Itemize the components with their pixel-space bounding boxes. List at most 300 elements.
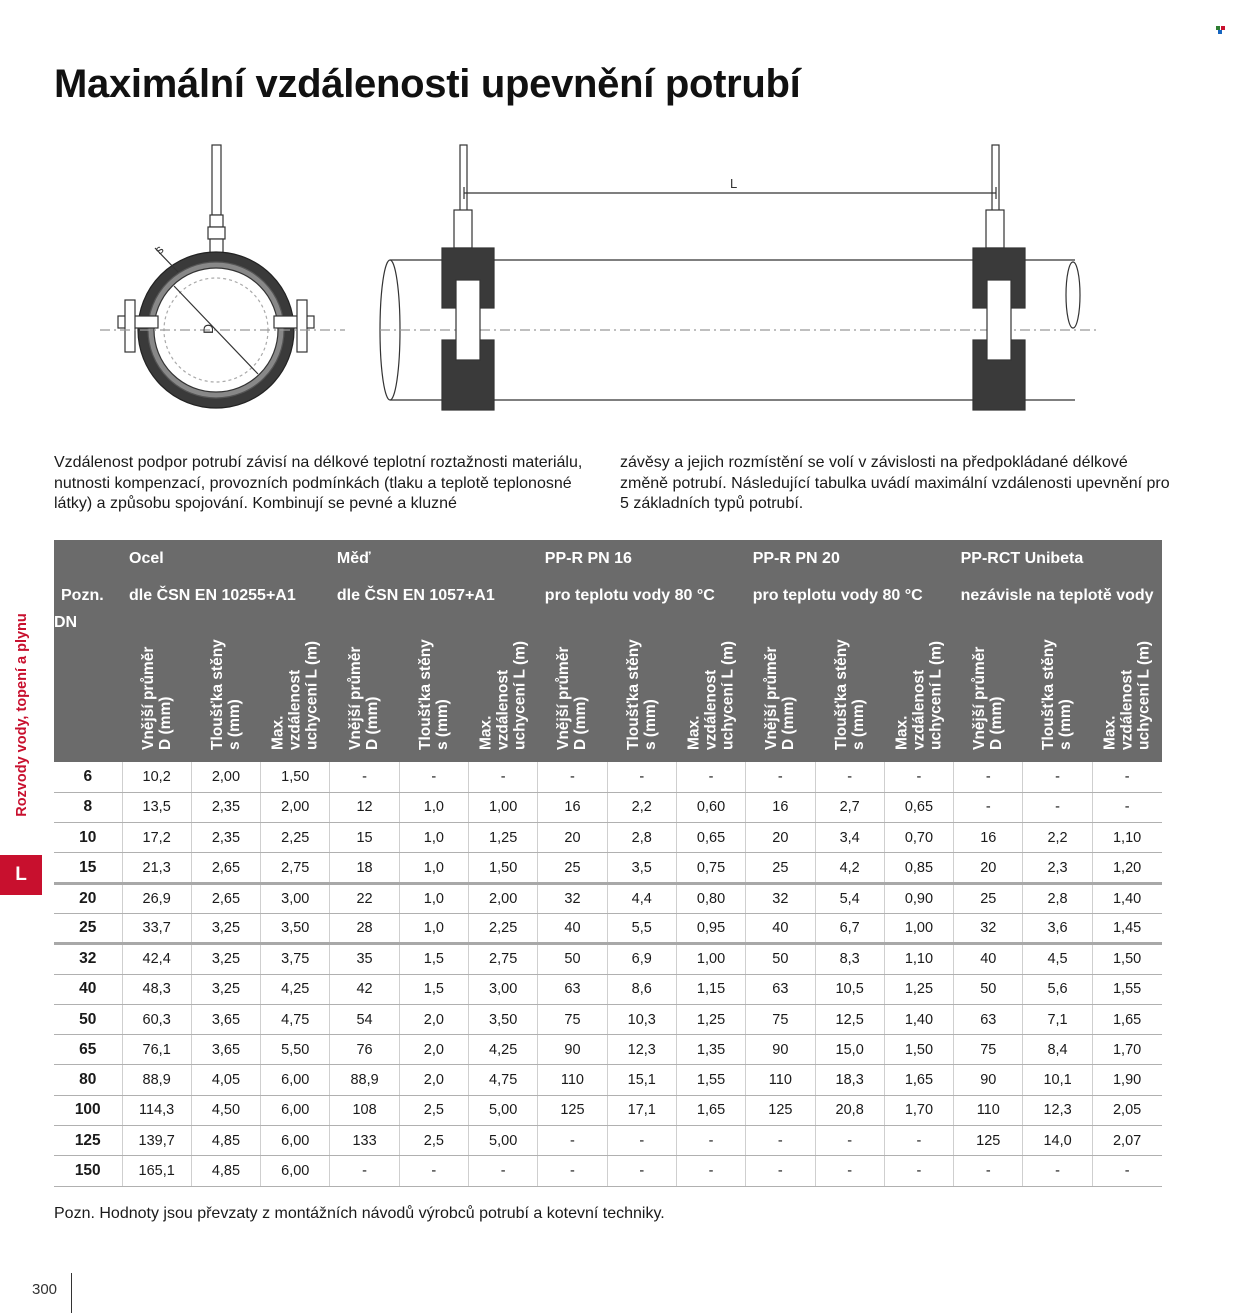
table-cell: 6,7 <box>815 913 884 943</box>
table-cell: 5,00 <box>469 1095 538 1125</box>
table-cell: 75 <box>746 1004 815 1034</box>
table-cell: - <box>607 1126 676 1156</box>
table-row <box>54 853 1162 883</box>
table-cell: 20 <box>954 853 1023 883</box>
table-cell: 1,0 <box>399 853 468 883</box>
column-header <box>1023 614 1092 762</box>
table-cell: 1,25 <box>676 1004 745 1034</box>
dim-l-label: L <box>730 176 738 191</box>
table-cell: - <box>746 1156 815 1186</box>
table-cell: 50 <box>954 974 1023 1004</box>
table-cell: 3,25 <box>191 974 260 1004</box>
column-header <box>191 614 260 762</box>
table-cell: - <box>538 1156 607 1186</box>
table-cell: 63 <box>746 974 815 1004</box>
table-cell: - <box>538 1126 607 1156</box>
column-header-label <box>763 647 797 750</box>
column-header <box>399 614 468 762</box>
table-cell: 3,6 <box>1023 913 1092 943</box>
table-cell: 110 <box>746 1065 815 1095</box>
table-cell: 90 <box>746 1035 815 1065</box>
column-header-label <box>1040 639 1074 750</box>
table-cell: 32 <box>538 883 607 913</box>
table-cell: 40 <box>954 944 1023 974</box>
table-cell: 8,3 <box>815 944 884 974</box>
table-cell: 4,75 <box>261 1004 330 1034</box>
table-cell: 17,2 <box>122 823 191 853</box>
table-row <box>54 792 1162 822</box>
table-cell: 4,85 <box>191 1126 260 1156</box>
table-cell: 125 <box>746 1095 815 1125</box>
table-cell: 139,7 <box>122 1126 191 1156</box>
table-cell: 60,3 <box>122 1004 191 1034</box>
table-cell: 4,85 <box>191 1156 260 1186</box>
page-divider <box>71 1273 72 1313</box>
column-header <box>884 614 953 762</box>
group-name: PP-R PN 16 <box>538 540 746 577</box>
page-title: Maximální vzdálenosti upevnění potrubí <box>54 62 801 106</box>
column-header-line: Vnější průměr <box>139 646 157 750</box>
table-cell: 2,00 <box>469 883 538 913</box>
table-cell: 4,50 <box>191 1095 260 1125</box>
dn-cell: 25 <box>54 913 122 943</box>
section-letter-badge: L <box>0 855 42 895</box>
table-cell: 0,90 <box>884 883 953 913</box>
table-cell: 1,0 <box>399 913 468 943</box>
table-cell: - <box>1092 792 1161 822</box>
column-header-line: Vnější průměr <box>971 646 989 750</box>
table-cell: 18 <box>330 853 399 883</box>
table-cell: 2,75 <box>469 944 538 974</box>
table-cell: 4,4 <box>607 883 676 913</box>
table-cell: 5,5 <box>607 913 676 943</box>
table-cell: - <box>538 762 607 792</box>
table-cell: 5,50 <box>261 1035 330 1065</box>
table-cell: 3,25 <box>191 944 260 974</box>
table-row <box>54 974 1162 1004</box>
table-cell: 2,00 <box>261 792 330 822</box>
table-cell: - <box>399 1156 468 1186</box>
table-cell: 1,25 <box>469 823 538 853</box>
table-cell: - <box>1092 762 1161 792</box>
column-header-line: Vnější průměr <box>763 646 781 750</box>
table-cell: 16 <box>954 823 1023 853</box>
table-row <box>54 1156 1162 1186</box>
table-cell: 15,1 <box>607 1065 676 1095</box>
pipe-clamp-diagram <box>100 140 1100 415</box>
column-header-line: vzdálenost <box>910 669 928 750</box>
table-cell: 1,00 <box>676 944 745 974</box>
table-cell: - <box>469 1156 538 1186</box>
group-norm: dle ČSN EN 1057+A1 <box>330 577 538 614</box>
table-cell: 114,3 <box>122 1095 191 1125</box>
table-cell: - <box>330 762 399 792</box>
column-header <box>746 614 815 762</box>
table-cell: 1,50 <box>1092 944 1161 974</box>
dn-cell: 15 <box>54 853 122 883</box>
pozn-header: Pozn. <box>54 577 122 614</box>
column-header-line: uchycení L (m) <box>303 640 321 750</box>
table-cell: 6,00 <box>261 1065 330 1095</box>
table-row <box>54 883 1162 913</box>
column-header-label <box>893 641 944 750</box>
table-row <box>54 1004 1162 1034</box>
table-cell: 2,35 <box>191 792 260 822</box>
table-cell: 20 <box>538 823 607 853</box>
group-norm: pro teplotu vody 80 °C <box>746 577 954 614</box>
table-cell: - <box>1092 1156 1161 1186</box>
table-cell: 10,5 <box>815 974 884 1004</box>
column-header-label <box>1101 641 1152 750</box>
table-cell: 5,4 <box>815 883 884 913</box>
table-cell: 3,5 <box>607 853 676 883</box>
column-header <box>676 614 745 762</box>
table-cell: 32 <box>746 883 815 913</box>
column-header <box>122 614 191 762</box>
table-cell: 14,0 <box>1023 1126 1092 1156</box>
table-cell: - <box>1023 762 1092 792</box>
table-cell: 0,80 <box>676 883 745 913</box>
table-cell: 1,10 <box>884 944 953 974</box>
column-header <box>815 614 884 762</box>
pipe-side-view <box>380 145 1100 410</box>
page-number: 300 <box>32 1281 58 1298</box>
table-cell: 1,65 <box>676 1095 745 1125</box>
table-cell: 48,3 <box>122 974 191 1004</box>
table-row <box>54 944 1162 974</box>
column-header-line: Tloušťka stěny <box>832 639 850 750</box>
column-header-line: Max. <box>893 715 911 750</box>
column-header-line: s (mm) <box>225 699 243 750</box>
table-cell: 1,0 <box>399 883 468 913</box>
table-cell: - <box>676 1126 745 1156</box>
table-cell: 3,50 <box>469 1004 538 1034</box>
table-cell: 2,5 <box>399 1126 468 1156</box>
column-header <box>954 614 1023 762</box>
group-name: Ocel <box>122 540 330 577</box>
dn-cell: 40 <box>54 974 122 1004</box>
column-header-label <box>478 641 529 750</box>
column-header-line: s (mm) <box>849 699 867 750</box>
column-header-line: uchycení L (m) <box>511 640 529 750</box>
dn-cell: 65 <box>54 1035 122 1065</box>
table-cell: 10,3 <box>607 1004 676 1034</box>
table-cell: 1,40 <box>884 1004 953 1034</box>
column-header-line: Tloušťka stěny <box>208 639 226 750</box>
table-cell: 88,9 <box>330 1065 399 1095</box>
table-cell: 40 <box>746 913 815 943</box>
table-cell: 2,25 <box>261 823 330 853</box>
table-cell: 6,00 <box>261 1126 330 1156</box>
table-cell: 90 <box>954 1065 1023 1095</box>
table-cell: - <box>330 1156 399 1186</box>
table-cell: 4,25 <box>469 1035 538 1065</box>
column-header-line: s (mm) <box>433 699 451 750</box>
table-cell: 21,3 <box>122 853 191 883</box>
table-cell: 1,65 <box>1092 1004 1161 1034</box>
column-header-line: D (mm) <box>156 696 174 750</box>
column-header-line: Max. <box>685 715 703 750</box>
table-cell: 165,1 <box>122 1156 191 1186</box>
table-cell: 4,05 <box>191 1065 260 1095</box>
column-header-line: Max. <box>269 715 287 750</box>
table-cell: 1,00 <box>469 792 538 822</box>
table-cell: 20 <box>746 823 815 853</box>
table-cell: 1,35 <box>676 1035 745 1065</box>
intro-text-right: závěsy a jejich rozmístění se volí v závislosti na předpokládané délkové změně potrubí. Následující tabulka uvádí maximální vzdálenosti upevnění pro 5 základních typů potrubí. <box>620 454 1170 512</box>
table-cell: - <box>469 762 538 792</box>
table-cell: 10,1 <box>1023 1065 1092 1095</box>
column-header-line: vzdálenost <box>1118 669 1136 750</box>
distance-table <box>54 540 1162 1187</box>
table-cell: 1,00 <box>884 913 953 943</box>
table-cell: 1,50 <box>469 853 538 883</box>
table-cell: 16 <box>538 792 607 822</box>
table-cell: 2,75 <box>261 853 330 883</box>
table-cell: 17,1 <box>607 1095 676 1125</box>
table-cell: 3,25 <box>191 913 260 943</box>
table-cell: 20,8 <box>815 1095 884 1125</box>
table-cell: 1,25 <box>884 974 953 1004</box>
table-cell: - <box>815 1156 884 1186</box>
table-cell: 125 <box>954 1126 1023 1156</box>
dn-cell: 80 <box>54 1065 122 1095</box>
table-cell: 0,65 <box>676 823 745 853</box>
dn-cell: 10 <box>54 823 122 853</box>
table-cell: 25 <box>954 883 1023 913</box>
table-row <box>54 1065 1162 1095</box>
table-cell: 1,5 <box>399 944 468 974</box>
table-cell: 8,6 <box>607 974 676 1004</box>
table-cell: 5,00 <box>469 1126 538 1156</box>
table-cell: 75 <box>538 1004 607 1034</box>
table-cell: 42,4 <box>122 944 191 974</box>
column-header <box>1092 614 1161 762</box>
table-cell: - <box>676 762 745 792</box>
table-cell: - <box>884 1156 953 1186</box>
table-cell: 1,55 <box>676 1065 745 1095</box>
column-header-line: Tloušťka stěny <box>1040 639 1058 750</box>
table-cell: 18,3 <box>815 1065 884 1095</box>
column-header-line: uchycení L (m) <box>719 640 737 750</box>
column-header <box>538 614 607 762</box>
side-section-label: Rozvody vody, topení a plynu <box>14 612 30 817</box>
column-header-line: vzdálenost <box>494 669 512 750</box>
table-cell: 15 <box>330 823 399 853</box>
table-row <box>54 762 1162 792</box>
table-cell: 16 <box>746 792 815 822</box>
table-cell: 2,65 <box>191 853 260 883</box>
dn-cell: 50 <box>54 1004 122 1034</box>
column-header-line: Vnější průměr <box>555 646 573 750</box>
footnote: Pozn. Hodnoty jsou převzaty z montážních návodů výrobců potrubí a kotevní techniky. <box>54 1205 665 1222</box>
table-cell: - <box>954 762 1023 792</box>
table-cell: 1,65 <box>884 1065 953 1095</box>
table-cell: 1,90 <box>1092 1065 1161 1095</box>
table-cell: 76 <box>330 1035 399 1065</box>
table-cell: 3,4 <box>815 823 884 853</box>
table-cell: 1,50 <box>261 762 330 792</box>
table-cell: 0,65 <box>884 792 953 822</box>
table-cell: 133 <box>330 1126 399 1156</box>
table-cell: - <box>1023 792 1092 822</box>
table-cell: 22 <box>330 883 399 913</box>
column-header <box>330 614 399 762</box>
dn-cell: 125 <box>54 1126 122 1156</box>
column-header-line: vzdálenost <box>286 669 304 750</box>
column-header-label <box>417 639 451 750</box>
table-cell: 2,05 <box>1092 1095 1161 1125</box>
column-header-line: D (mm) <box>572 696 590 750</box>
group-norm: nezávisle na teplotě vody <box>954 577 1162 614</box>
table-cell: 32 <box>954 913 1023 943</box>
table-cell: 1,45 <box>1092 913 1161 943</box>
column-header-line: uchycení L (m) <box>1135 640 1153 750</box>
column-header-label <box>270 641 321 750</box>
table-cell: - <box>1023 1156 1092 1186</box>
column-header-line: D (mm) <box>780 696 798 750</box>
table-cell: 2,7 <box>815 792 884 822</box>
column-header-label <box>833 639 867 750</box>
group-name: PP-RCT Unibeta <box>954 540 1162 577</box>
column-header-line: D (mm) <box>988 696 1006 750</box>
table-cell: - <box>607 1156 676 1186</box>
column-header-line: s (mm) <box>641 699 659 750</box>
table-cell: 3,65 <box>191 1035 260 1065</box>
table-cell: 1,50 <box>884 1035 953 1065</box>
table-cell: 0,95 <box>676 913 745 943</box>
table-cell: 90 <box>538 1035 607 1065</box>
table-cell: 1,5 <box>399 974 468 1004</box>
table-cell: 110 <box>954 1095 1023 1125</box>
table-cell: 12 <box>330 792 399 822</box>
table-cell: 2,0 <box>399 1004 468 1034</box>
clamp-cross-section <box>100 145 345 408</box>
dn-cell: 6 <box>54 762 122 792</box>
table-cell: 2,2 <box>607 792 676 822</box>
column-header-line: uchycení L (m) <box>927 640 945 750</box>
table-cell: - <box>884 1126 953 1156</box>
table-cell: 1,20 <box>1092 853 1161 883</box>
table-cell: 4,2 <box>815 853 884 883</box>
table-cell: 2,8 <box>1023 883 1092 913</box>
table-cell: - <box>746 1126 815 1156</box>
table-cell: 1,0 <box>399 792 468 822</box>
table-cell: 12,3 <box>607 1035 676 1065</box>
column-header-line: Max. <box>477 715 495 750</box>
dn-cell: 20 <box>54 883 122 913</box>
table-cell: 3,65 <box>191 1004 260 1034</box>
column-header-label <box>685 641 736 750</box>
table-cell: 0,75 <box>676 853 745 883</box>
column-header-label <box>625 639 659 750</box>
table-cell: 1,15 <box>676 974 745 1004</box>
table-cell: 1,10 <box>1092 823 1161 853</box>
table-cell: 0,60 <box>676 792 745 822</box>
table-cell: 4,5 <box>1023 944 1092 974</box>
table-cell: 10,2 <box>122 762 191 792</box>
table-cell: 26,9 <box>122 883 191 913</box>
brand-mark-icon <box>1216 26 1226 34</box>
table-cell: 75 <box>954 1035 1023 1065</box>
table-row <box>54 823 1162 853</box>
table-cell: 125 <box>538 1095 607 1125</box>
table-cell: 35 <box>330 944 399 974</box>
table-cell: - <box>815 1126 884 1156</box>
column-header-line: D (mm) <box>364 696 382 750</box>
table-cell: 50 <box>538 944 607 974</box>
table-cell: 6,00 <box>261 1095 330 1125</box>
table-cell: 0,85 <box>884 853 953 883</box>
table-cell: 40 <box>538 913 607 943</box>
table-cell: - <box>815 762 884 792</box>
dn-cell: 32 <box>54 944 122 974</box>
table-cell: - <box>954 1156 1023 1186</box>
dn-cell: 100 <box>54 1095 122 1125</box>
table-cell: 2,0 <box>399 1065 468 1095</box>
table-cell: 2,2 <box>1023 823 1092 853</box>
table-cell: 33,7 <box>122 913 191 943</box>
table-cell: - <box>399 762 468 792</box>
dn-cell: 8 <box>54 792 122 822</box>
table-cell: 3,50 <box>261 913 330 943</box>
column-header-label <box>209 639 243 750</box>
column-header <box>469 614 538 762</box>
table-cell: 12,5 <box>815 1004 884 1034</box>
table-cell: 3,00 <box>261 883 330 913</box>
table-cell: 28 <box>330 913 399 943</box>
table-cell: 1,70 <box>884 1095 953 1125</box>
table-row <box>54 1035 1162 1065</box>
table-cell: 50 <box>746 944 815 974</box>
table-cell: 3,00 <box>469 974 538 1004</box>
table-cell: - <box>954 792 1023 822</box>
column-header-line: Max. <box>1101 715 1119 750</box>
table-cell: 7,1 <box>1023 1004 1092 1034</box>
dn-header: DN <box>54 614 122 762</box>
column-header-label <box>347 647 381 750</box>
table-row <box>54 913 1162 943</box>
table-cell: 2,00 <box>191 762 260 792</box>
column-header <box>607 614 676 762</box>
group-norm: pro teplotu vody 80 °C <box>538 577 746 614</box>
table-cell: 76,1 <box>122 1035 191 1065</box>
table-cell: 25 <box>538 853 607 883</box>
column-header-line: Vnější průměr <box>347 646 365 750</box>
column-header-label <box>140 647 174 750</box>
dn-cell: 150 <box>54 1156 122 1186</box>
table-cell: 8,4 <box>1023 1035 1092 1065</box>
table-cell: 2,65 <box>191 883 260 913</box>
table-cell: 4,75 <box>469 1065 538 1095</box>
table-cell: - <box>746 762 815 792</box>
table-cell: 6,00 <box>261 1156 330 1186</box>
table-cell: 63 <box>954 1004 1023 1034</box>
table-cell: 54 <box>330 1004 399 1034</box>
group-name: PP-R PN 20 <box>746 540 954 577</box>
group-norm: dle ČSN EN 10255+A1 <box>122 577 330 614</box>
table-cell: 12,3 <box>1023 1095 1092 1125</box>
table-cell: 13,5 <box>122 792 191 822</box>
table-cell: 1,70 <box>1092 1035 1161 1065</box>
table-cell: 88,9 <box>122 1065 191 1095</box>
table-cell: 108 <box>330 1095 399 1125</box>
table-cell: 5,6 <box>1023 974 1092 1004</box>
column-header-label <box>555 647 589 750</box>
intro-text-left: Vzdálenost podpor potrubí závisí na délkové teplotní roztažnosti materiálu, nutnosti kompenzací, provozních podmínkách (tlaku a teplotě teplonosné látky) a způsobu spojování. Kombinují se pevné a kluzné <box>54 454 583 512</box>
dim-s-label: s <box>151 241 167 258</box>
column-header-line: Tloušťka stěny <box>624 639 642 750</box>
